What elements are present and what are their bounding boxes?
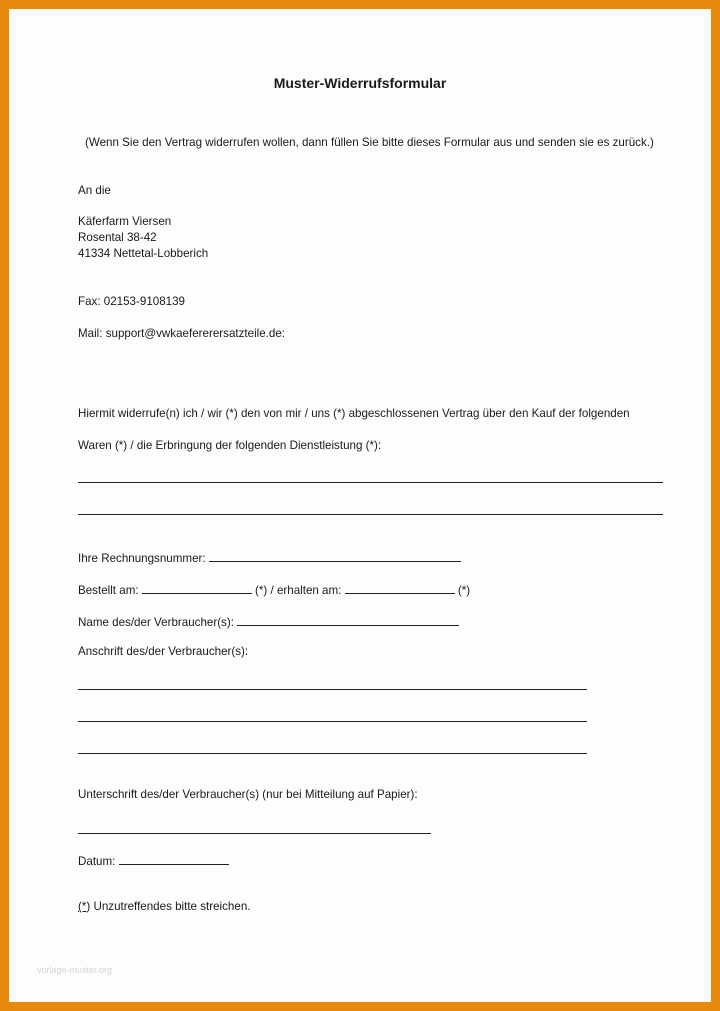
name-label: Name des/der Verbraucher(s): [78,616,234,629]
ordered-date-line[interactable] [142,581,252,594]
footnote-marker: (* [78,900,87,913]
signature-label: Unterschrift des/der Verbraucher(s) (nur bei Mitteilung auf Papier): [78,788,418,801]
date-field [78,852,229,869]
consumer-name-field [78,613,459,630]
address-line-3[interactable] [78,753,587,754]
goods-line-1[interactable] [78,482,663,483]
address-label: Anschrift des/der Verbraucher(s): [78,645,249,658]
recipient-salutation: An die [78,184,111,197]
recipient-street: Rosental 38-42 [78,231,157,244]
watermark: vorlage-muster.org [37,965,113,975]
received-label: (*) / erhalten am: [255,584,342,597]
address-line-2[interactable] [78,721,587,722]
recipient-city: 41334 Nettetal-Lobberich [78,247,209,260]
body-line-1: Hiermit widerrufe(n) ich / wir (*) den von mir / uns (*) abgeschlossenen Vertrag über den Kauf der folgenden [78,407,630,420]
signature-line[interactable] [78,833,431,834]
invoice-input-line[interactable] [209,549,461,562]
intro-text: (Wenn Sie den Vertrag widerrufen wollen, dann füllen Sie bitte dieses Formular aus und senden sie es zurück.) [85,136,654,149]
received-suffix: (*) [457,584,471,597]
name-input-line[interactable] [237,613,459,626]
invoice-field [78,549,461,566]
date-label: Datum: [78,855,116,868]
document-title: Muster-Widerrufsformular [273,75,447,91]
date-input-line[interactable] [119,852,229,865]
order-date-field [78,581,470,598]
footnote-text: ) Unzutreffendes bitte streichen. [86,900,251,913]
recipient-fax: Fax: 02153-9108139 [78,295,186,308]
footnote [78,900,251,914]
address-line-1[interactable] [78,689,587,690]
body-line-2: Waren (*) / die Erbringung der folgenden Dienstleistung (*): [78,439,382,452]
invoice-label: Ihre Rechnungsnummer: [78,552,206,565]
received-date-line[interactable] [345,581,455,594]
ordered-label: Bestellt am: [78,584,139,597]
recipient-name: Käferfarm Viersen [78,215,172,228]
recipient-mail: Mail: support@vwkaefererersatzteile.de: [78,327,286,340]
goods-line-2[interactable] [78,514,663,515]
